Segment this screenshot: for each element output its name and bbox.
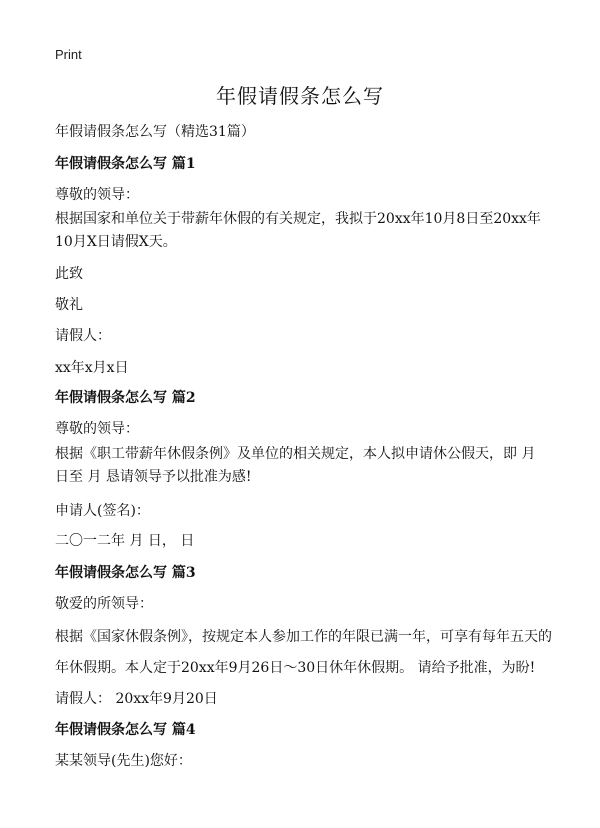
section-3-body-line-2: 年休假期。本人定于20xx年9月26日～30日休年休假期。 请给予批准，为盼! [55,660,536,676]
intro-text: 年假请假条怎么写（精选31篇） [55,124,255,140]
section-1-body: 根据国家和单位关于带薪年休假的有关规定，我拟于20xx年10月8日至20xx年10月X日请假X天。 [55,211,541,250]
section-1-closing-1: 此致 [55,266,83,282]
section-3-signer: 请假人： 20xx年9月20日 [55,691,218,707]
section-3-greeting: 敬爱的所领导： [55,596,153,612]
section-4-greeting: 某某领导(先生)您好： [55,753,192,769]
print-link[interactable]: Print [55,47,82,62]
section-1-closing-2: 敬礼 [55,297,83,313]
section-1-signer: 请假人： [55,328,111,344]
section-heading-3: 年假请假条怎么写 篇3 [55,565,196,581]
section-2-greeting: 尊敬的领导： [55,421,139,437]
section-2-date: 二〇一二年 月 日， 日 [55,533,195,549]
section-heading-4: 年假请假条怎么写 篇4 [55,722,196,738]
section-2-body: 根据《职工带薪年休假条例》及单位的相关规定，本人拟申请休公假天，即 月 日至 月 恳请领导予以批准为感! [55,446,536,485]
section-heading-1: 年假请假条怎么写 篇1 [55,156,196,172]
section-heading-2: 年假请假条怎么写 篇2 [55,390,196,406]
section-1-greeting: 尊敬的领导： [55,187,139,203]
section-3-body-line-1: 根据《国家休假条例》，按规定本人参加工作的年限已满一年，可享有每年五天的 [55,629,552,645]
section-1-date: xx年x月x日 [55,360,129,376]
page-title: 年假请假条怎么写 [216,84,384,108]
section-2-signer: 申请人(签名)： [55,503,150,519]
